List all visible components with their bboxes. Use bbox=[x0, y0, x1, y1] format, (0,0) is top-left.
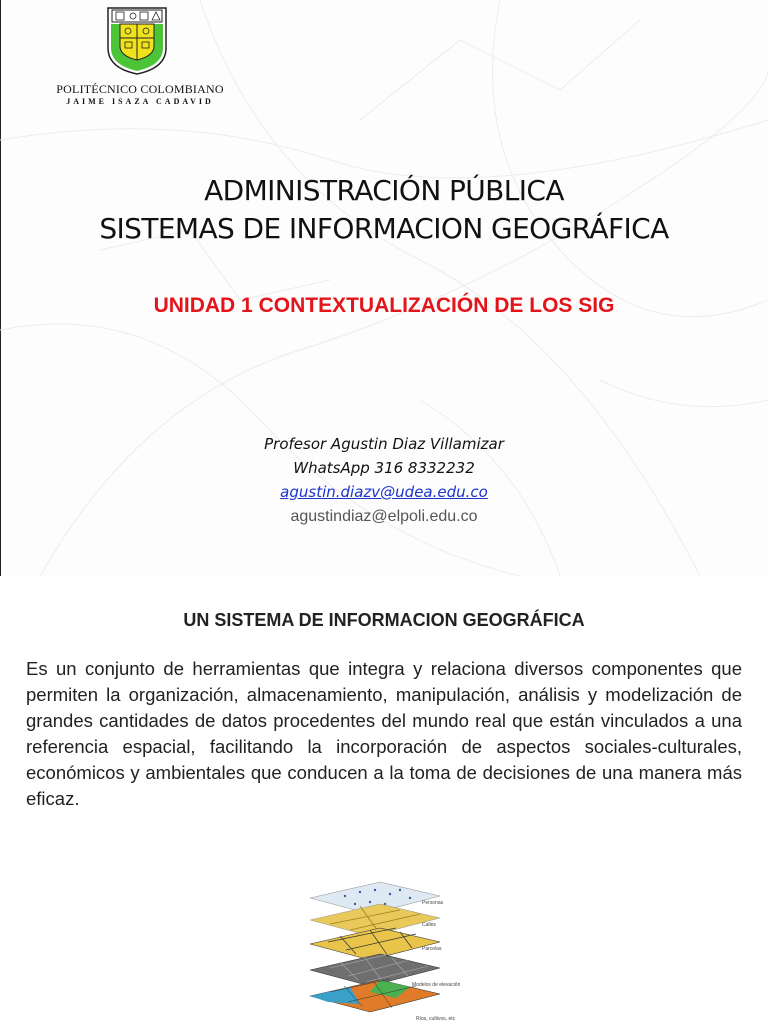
layer-label-5: Ríos, cultivos, etc bbox=[416, 1016, 456, 1022]
institution-logo bbox=[106, 6, 168, 76]
title-line-2: SISTEMAS DE INFORMACION GEOGRÁFICA bbox=[99, 212, 669, 245]
layer-label-2: Calles bbox=[422, 922, 436, 928]
layer-label-1: Personas bbox=[422, 900, 444, 906]
content-slide bbox=[0, 576, 768, 1024]
institution-subtitle: JAIME ISAZA CADAVID bbox=[66, 97, 214, 106]
institution-name: POLITÉCNICO COLOMBIANO bbox=[56, 82, 224, 96]
whatsapp-number: WhatsApp 316 8332232 bbox=[293, 459, 475, 477]
professor-name: Profesor Agustin Diaz Villamizar bbox=[264, 435, 504, 453]
email-elpoli: agustindiaz@elpoli.edu.co bbox=[290, 508, 478, 525]
email-link-udea[interactable]: agustin.diazv@udea.edu.co bbox=[280, 483, 488, 501]
layer-label-4: Modelos de elevación bbox=[412, 982, 460, 988]
gis-layers-figure bbox=[300, 876, 460, 1024]
definition-paragraph: Es un conjunto de herramientas que integra y relaciona diversos componentes que permiten la organización, almacenamiento, manipulación, análisis y modelización de grandes cantidades de datos procedentes del mundo real que están vinculados a una referencia espacial, facilitando la incorporación de aspectos sociales-culturales, económicos y ambientales que conducen a la toma de decisiones de una manera más eficaz. bbox=[26, 658, 742, 809]
title-line-1: ADMINISTRACIÓN PÚBLICA bbox=[204, 174, 564, 207]
layer-label-3: Parcelas bbox=[422, 946, 442, 952]
contact-block bbox=[0, 432, 768, 529]
slide-title bbox=[0, 172, 768, 248]
section-heading: UN SISTEMA DE INFORMACION GEOGRÁFICA bbox=[183, 610, 585, 630]
unit-title: UNIDAD 1 CONTEXTUALIZACIÓN DE LOS SIG bbox=[153, 294, 615, 317]
